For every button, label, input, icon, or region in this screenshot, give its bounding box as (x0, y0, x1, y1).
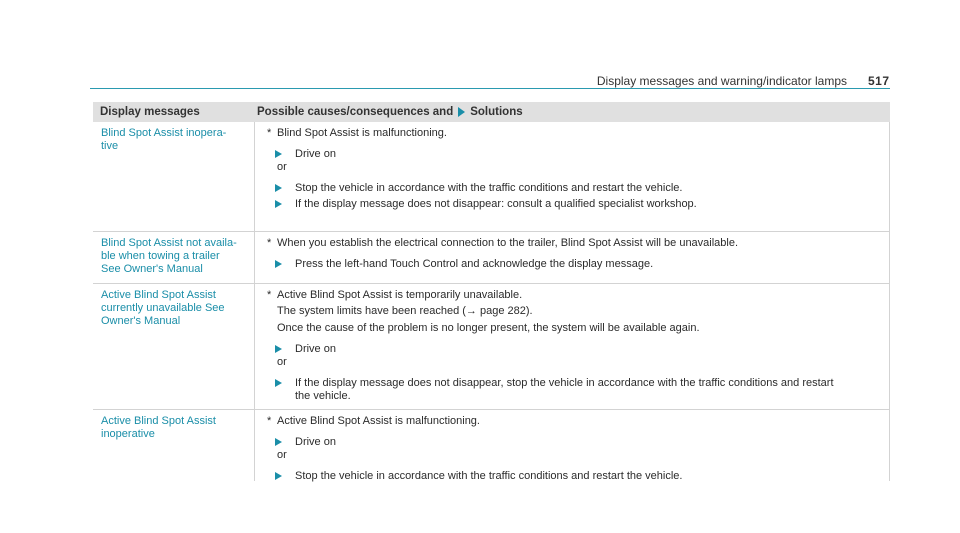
cause-text: Active Blind Spot Assist is malfunctioning. (277, 415, 480, 427)
solution-step: Press the left-hand Touch Control and acknowledge the display message. (267, 258, 889, 271)
solution-step: Stop the vehicle in accordance with the traffic conditions and restart the vehicle. (267, 470, 889, 483)
table-row (93, 122, 890, 232)
or-text: or (277, 356, 287, 368)
step-arrow-icon (275, 198, 287, 211)
col-header-display-messages: Display messages (100, 106, 200, 118)
table-row (93, 284, 890, 410)
asterisk-marker: * (267, 237, 272, 249)
page-title: Display messages and warning/indicator lamps (596, 74, 847, 88)
table-row (93, 410, 890, 481)
page-number: 517 (868, 74, 890, 88)
detail-text: The system limits have been reached (→ page 282). (277, 305, 533, 317)
display-message (93, 284, 255, 409)
solution-step: If the display message does not disappear: consult a qualified specialist workshop. (267, 198, 889, 211)
asterisk-marker: * (267, 415, 272, 427)
solution-step: Drive on (267, 436, 889, 449)
col-header-causes-label: Possible causes/consequences and (257, 106, 454, 118)
step-arrow-icon (275, 182, 287, 195)
step-arrow-icon (275, 258, 287, 271)
solution-cell (255, 410, 890, 481)
solution-step: Drive on (267, 148, 889, 161)
step-arrow-icon (275, 436, 287, 449)
header-rule (90, 88, 890, 89)
display-message-text: Blind Spot Assist inopera- tive (101, 127, 227, 152)
display-message (93, 232, 255, 283)
play-arrow-icon (458, 107, 465, 117)
or-text: or (277, 161, 287, 173)
display-message-text: Active Blind Spot Assist currently unavailable See Owner's Manual (101, 289, 225, 327)
solution-cell (255, 122, 890, 231)
step-arrow-icon (275, 377, 287, 403)
solution-cell (255, 284, 890, 409)
page-header (0, 75, 960, 89)
col-header-causes (255, 106, 890, 118)
solution-cell (255, 232, 890, 283)
solution-step: Stop the vehicle in accordance with the traffic conditions and restart the vehicle. (267, 182, 889, 195)
cause-text: When you establish the electrical connection to the trailer, Blind Spot Assist will be unavailable. (277, 237, 739, 249)
table-header (93, 102, 890, 122)
cause-text: Active Blind Spot Assist is temporarily unavailable. (277, 289, 523, 301)
or-text: or (277, 449, 287, 461)
asterisk-marker: * (267, 127, 272, 139)
step-arrow-icon (275, 343, 287, 356)
step-arrow-icon (275, 470, 287, 483)
solution-step: Drive on (267, 343, 889, 356)
detail-text: Once the cause of the problem is no longer present, the system will be available again. (277, 322, 700, 334)
step-arrow-icon (275, 148, 287, 161)
display-messages-table (93, 102, 890, 481)
table-row (93, 232, 890, 284)
solution-step: If the display message does not disappear, stop the vehicle in accordance with the traffic conditions and restart the vehicle. (267, 377, 889, 403)
display-message-text: Active Blind Spot Assist inoperative (101, 415, 216, 440)
col-header-solutions-label: Solutions (470, 106, 523, 118)
cause-text: Blind Spot Assist is malfunctioning. (277, 127, 447, 139)
asterisk-marker: * (267, 289, 272, 301)
display-message (93, 122, 255, 231)
display-message-text: Blind Spot Assist not availa- ble when towing a trailer See Owner's Manual (101, 237, 237, 275)
display-message (93, 410, 255, 481)
